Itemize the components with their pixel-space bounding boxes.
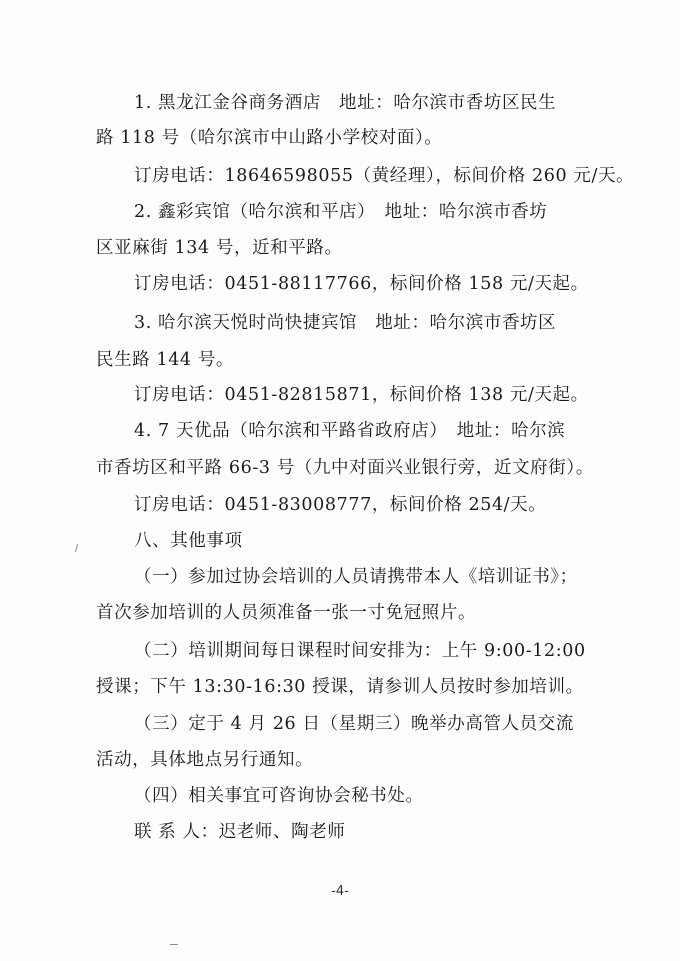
contact-person: 联 系 人：迟老师、陶老师 bbox=[134, 822, 346, 842]
item-4-line: （四）相关事宜可咨询协会秘书处。 bbox=[134, 786, 424, 806]
hotel-3-name-address: 3. 哈尔滨天悦时尚快捷宾馆 地址：哈尔滨市香坊区 bbox=[134, 313, 557, 333]
hotel-4-name-address: 4. 7 天优品（哈尔滨和平路省政府店） 地址：哈尔滨 bbox=[134, 421, 566, 441]
hotel-3-phone-price: 订房电话：0451-82815871，标间价格 138 元/天起。 bbox=[134, 385, 589, 405]
page-number: -4- bbox=[331, 884, 349, 899]
hotel-2-name-address: 2. 鑫彩宾馆（哈尔滨和平店） 地址：哈尔滨市香坊 bbox=[134, 202, 548, 222]
hotel-3-address-cont: 民生路 144 号。 bbox=[96, 350, 235, 370]
section-heading-other-matters: 八、其他事项 bbox=[134, 531, 243, 551]
item-1-line-1: （一）参加过协会培训的人员请携带本人《培训证书》； bbox=[134, 567, 578, 587]
scan-speck bbox=[75, 544, 78, 552]
hotel-2-phone-price: 订房电话：0451-88117766，标间价格 158 元/天起。 bbox=[134, 274, 589, 294]
hotel-1-name-address: 1. 黑龙江金谷商务酒店 地址：哈尔滨市香坊区民生 bbox=[134, 93, 557, 113]
item-3-line-2: 活动，具体地点另行通知。 bbox=[96, 750, 314, 770]
scan-speck bbox=[170, 944, 178, 945]
item-2-line-1: （二）培训期间每日课程时间安排为：上午 9:00-12:00 bbox=[134, 641, 586, 661]
item-3-line-1: （三）定于 4 月 26 日（星期三）晚举办高管人员交流 bbox=[134, 714, 574, 734]
hotel-2-address-cont: 区亚麻街 134 号，近和平路。 bbox=[96, 238, 343, 258]
hotel-4-phone-price: 订房电话：0451-83008777，标间价格 254/天。 bbox=[134, 495, 547, 515]
hotel-1-address-cont: 路 118 号（哈尔滨市中山路小学校对面）。 bbox=[96, 128, 443, 148]
item-2-line-2: 授课；下午 13:30-16:30 授课，请参训人员按时参加培训。 bbox=[96, 677, 584, 697]
item-1-line-2: 首次参加培训的人员须准备一张一寸免冠照片。 bbox=[96, 603, 477, 623]
hotel-1-phone-price: 订房电话：18646598055（黄经理），标间价格 260 元/天。 bbox=[134, 166, 635, 186]
hotel-4-address-cont: 市香坊区和平路 66-3 号（九中对面兴业银行旁，近文府街）。 bbox=[96, 458, 594, 478]
